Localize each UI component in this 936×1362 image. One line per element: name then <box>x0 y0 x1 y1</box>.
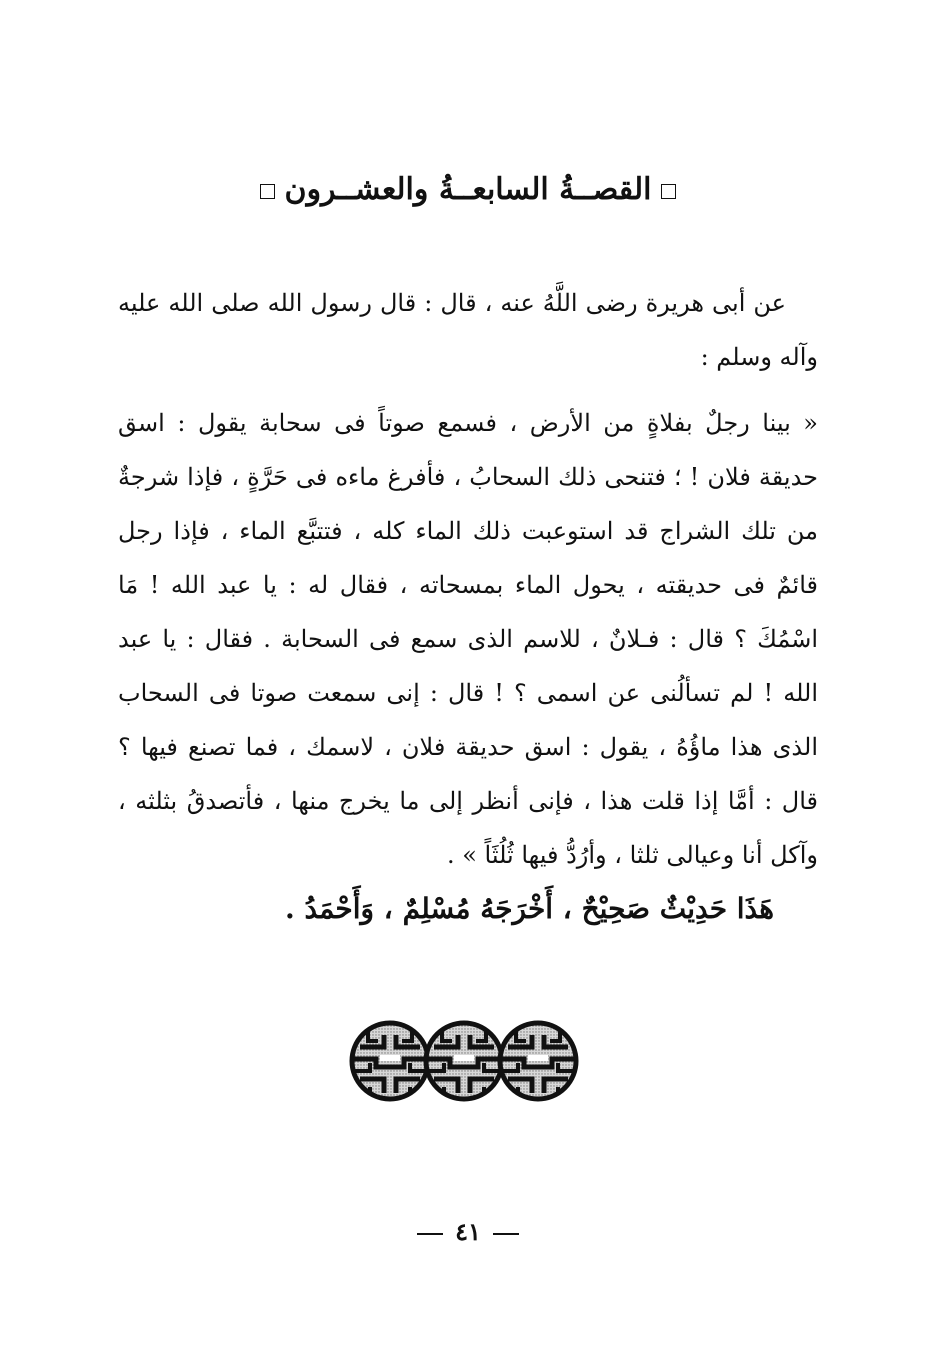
square-bullet-icon <box>661 184 676 199</box>
story-heading <box>0 170 936 210</box>
knot-ornament-icon <box>348 1018 580 1104</box>
dash-divider <box>417 1233 443 1235</box>
dash-divider <box>493 1233 519 1235</box>
page-number-value: ٤١ <box>455 1217 481 1246</box>
page-number <box>0 1212 936 1252</box>
square-bullet-icon <box>260 184 275 199</box>
hadith-introduction: عن أبى هريرة رضى اللَّهُ عنه ، قال : قال رسول الله صلى الله عليه وآله وسلم : <box>118 289 818 371</box>
story-title: القصــةُ السابعــةُ والعشــرون <box>284 172 652 207</box>
hadith-body: « بينا رجلٌ بفلاةٍ من الأرض ، فسمع صوتاً فى سحابة يقول : اسق حديقة فلان ! ؛ فتنحى ذلك السحابُ ، فأفرغ ماءه فى حَرَّةٍ ، فإذا شرجةٌ من تلك الشراج قد استوعبت ذلك الماء كله ، فتتبَّع الماء ، فإذا رجل قائمٌ فى حديقته ، يحول الماء بمسحاته ، فقال له : يا عبد الله ! مَا اسْمُكَ ؟ قال : فـلانٌ ، للاسم الذى سمع فى السحابة . فقال : يا عبد الله ! لم تسألُنى عن اسمى ؟ ! قال : إنى سمعت صوتا فى السحاب الذى هذا ماؤُهُ ، يقول : اسق حديقة فلان ، لاسمك ، فما تصنع فيها ؟ قال : أمَّا إذا قلت هذا ، فإنى أنظر إلى ما يخرج منها ، فأتصدقُ بثلثه ، وآكل أنا وعيالى ثلثا ، وأرُدُّ فيها ثُلُثَاً » . <box>118 409 818 869</box>
hadith-verdict: هَذَا حَدِيْثٌ صَحِيْحٌ ، أَخْرَجَهُ مُسْلِمٌ ، وَأَحْمَدُ . <box>285 892 774 925</box>
